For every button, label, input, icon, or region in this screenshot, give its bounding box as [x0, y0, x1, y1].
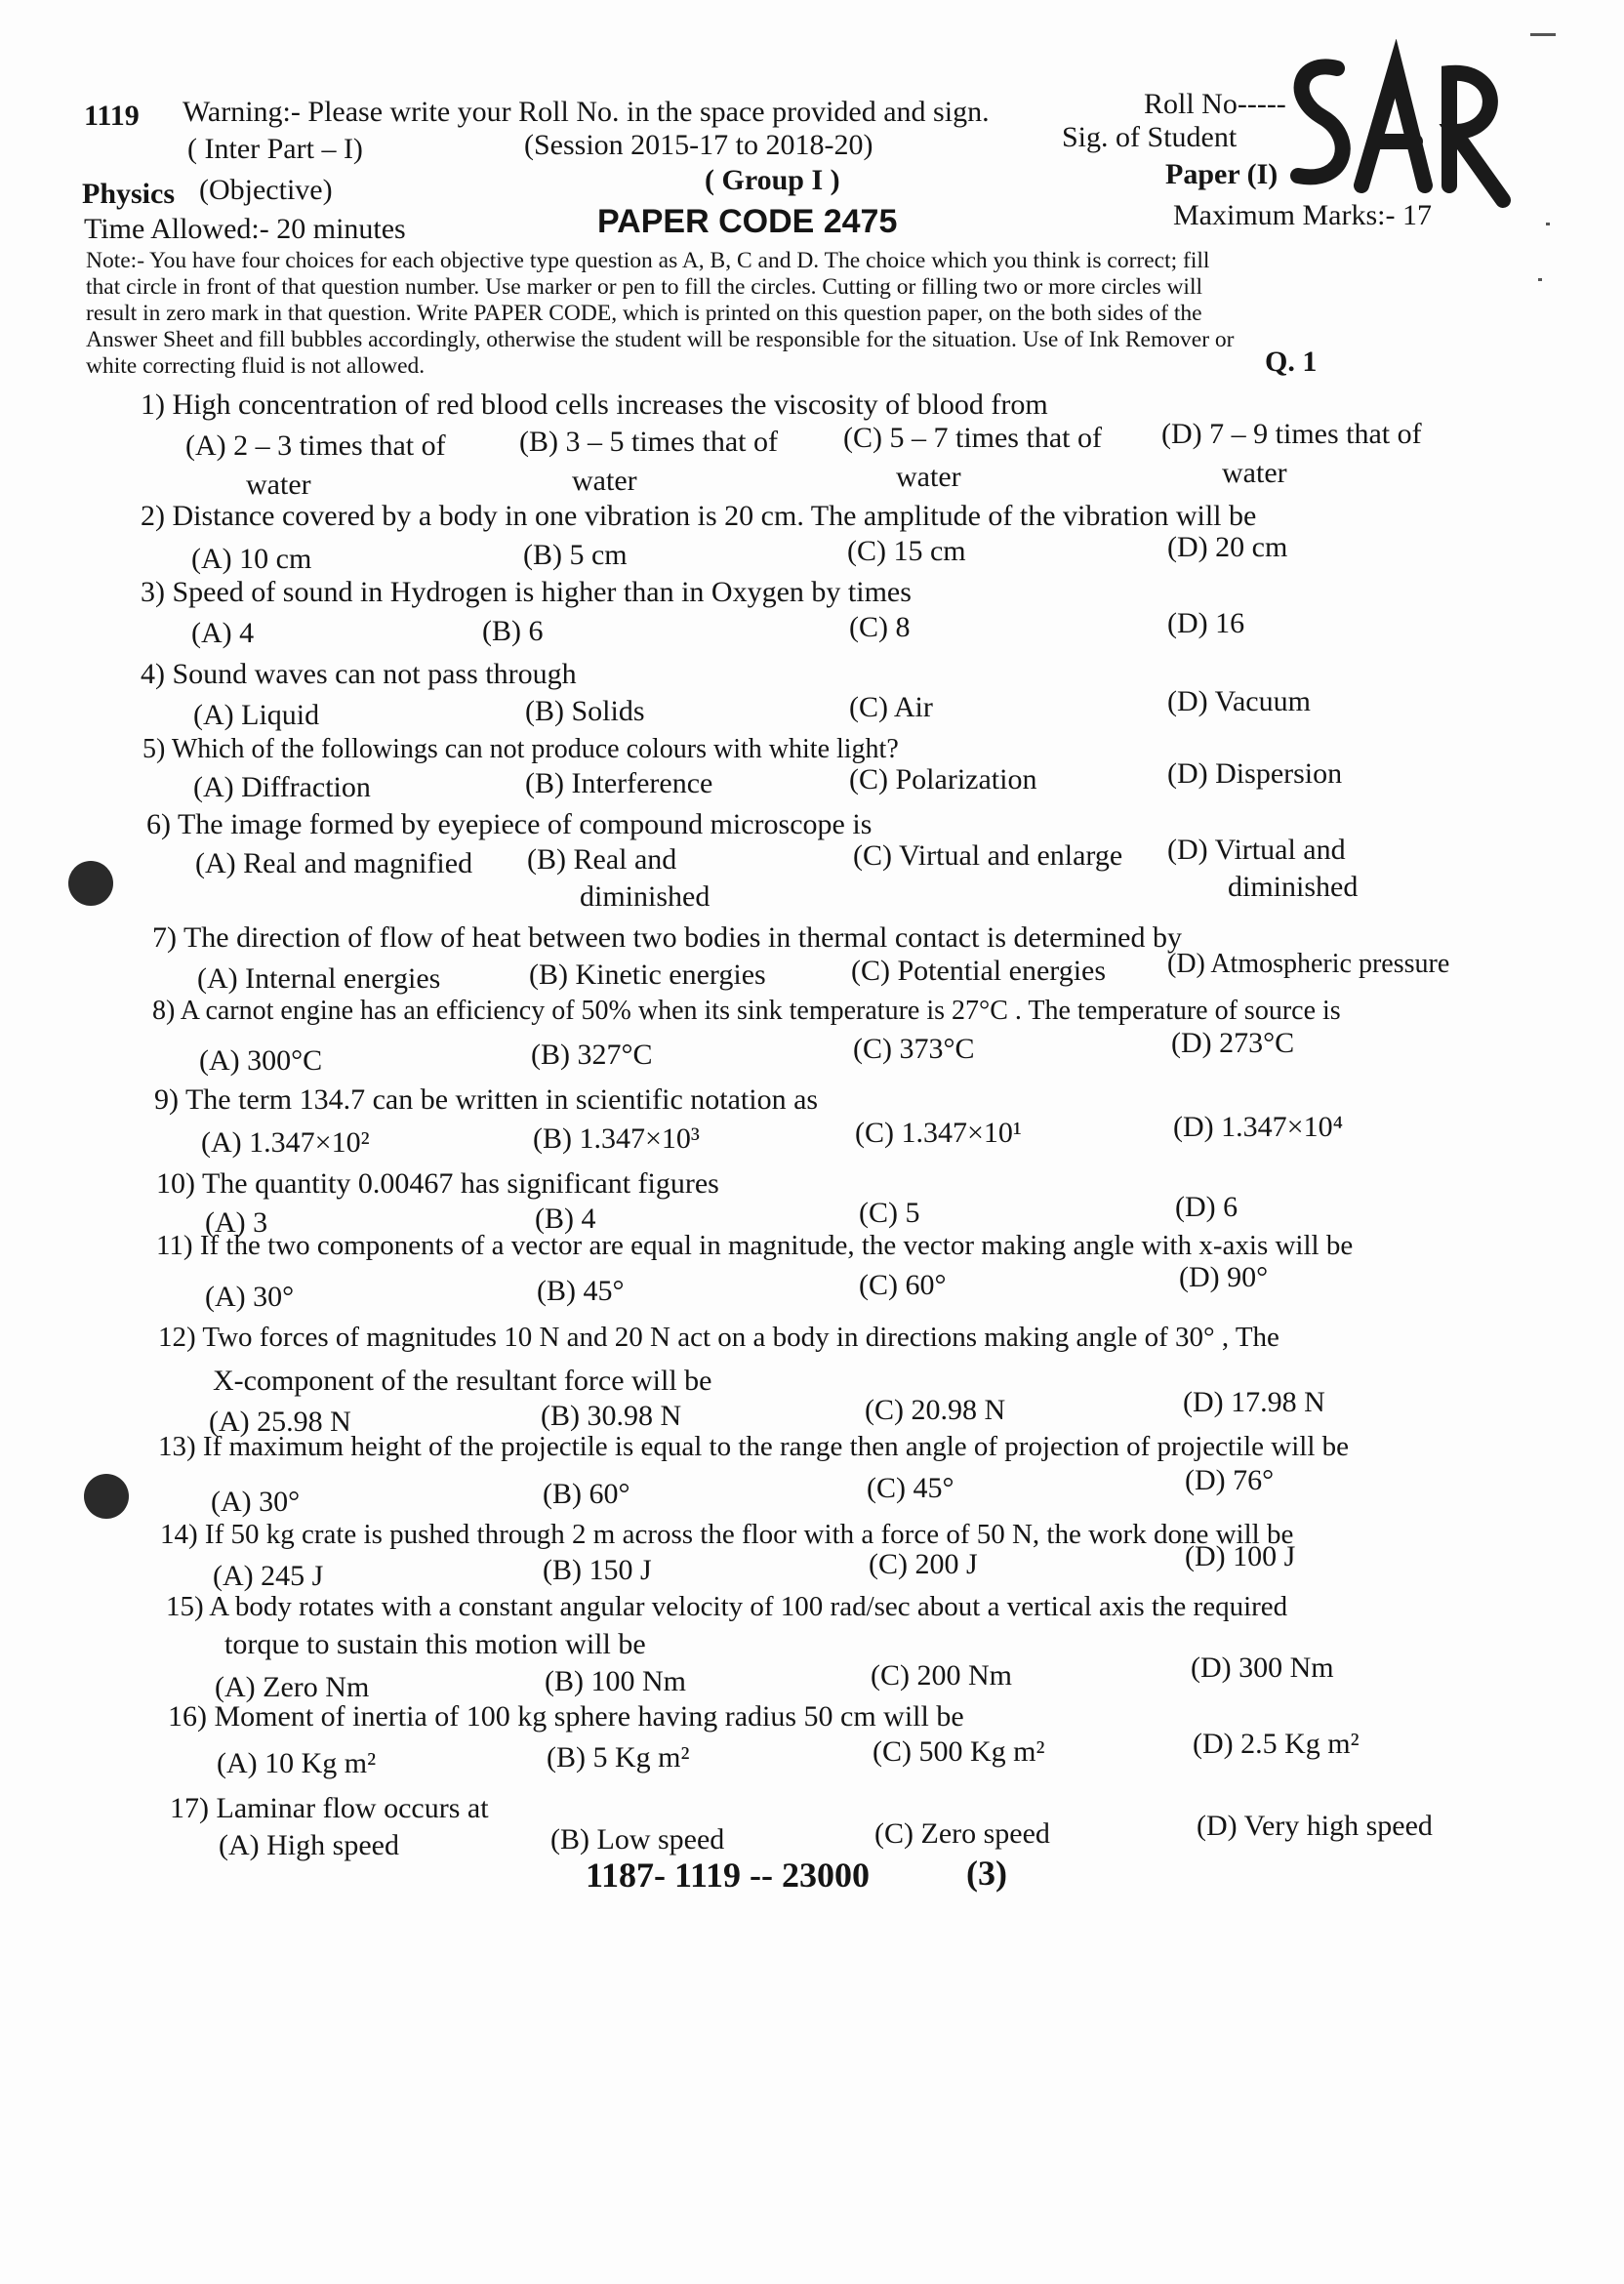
option-11c: (C) 60° [859, 1269, 947, 1301]
question-2: 2) Distance covered by a body in one vibration is 20 cm. The amplitude of the vibration will be [141, 500, 1257, 532]
option-6b: (B) Real and [527, 843, 677, 876]
option-13d: (D) 76° [1185, 1464, 1275, 1496]
option-14d: (D) 100 J [1185, 1540, 1296, 1572]
subject-name: Physics [82, 178, 176, 210]
option-7b: (B) Kinetic energies [529, 958, 766, 991]
option-4a: (A) Liquid [193, 699, 320, 731]
roll-no-label: Roll No----- [1144, 88, 1286, 120]
option-6b-cont: diminished [580, 880, 710, 913]
footer-page-number: (3) [966, 1854, 1007, 1893]
option-9a: (A) 1.347×10² [201, 1126, 370, 1159]
question-15: 15) A body rotates with a constant angular velocity of 100 rad/sec about a vertical axis the required [166, 1591, 1288, 1622]
option-1b-cont: water [572, 465, 637, 497]
option-3a: (A) 4 [191, 617, 255, 649]
option-1c-cont: water [896, 461, 961, 493]
option-5a: (A) Diffraction [193, 771, 371, 803]
scan-speck [1530, 33, 1556, 36]
option-6d: (D) Virtual and [1167, 834, 1346, 866]
option-16c: (C) 500 Kg m² [873, 1735, 1045, 1768]
objective-label: (Objective) [199, 174, 333, 206]
option-1a: (A) 2 – 3 times that of [185, 429, 446, 462]
maximum-marks: Maximum Marks:- 17 [1173, 199, 1432, 231]
option-10d: (D) 6 [1175, 1191, 1238, 1223]
option-11a: (A) 30° [205, 1281, 295, 1313]
option-10c: (C) 5 [859, 1197, 920, 1229]
option-1a-cont: water [246, 469, 311, 501]
option-10a: (A) 3 [205, 1206, 268, 1239]
note-line-3: result in zero mark in that question. Write PAPER CODE, which is printed on this question paper, on the both sides of the [86, 301, 1202, 326]
punch-hole-top [68, 861, 113, 906]
option-1d: (D) 7 – 9 times that of [1161, 418, 1422, 450]
question-10: 10) The quantity 0.00467 has significant figures [156, 1167, 719, 1200]
option-14b: (B) 150 J [543, 1554, 652, 1586]
option-5b: (B) Interference [525, 767, 713, 799]
option-14a: (A) 245 J [213, 1560, 324, 1592]
option-2b: (B) 5 cm [523, 539, 628, 571]
option-13b: (B) 60° [543, 1478, 630, 1510]
option-15a: (A) Zero Nm [215, 1671, 370, 1703]
option-15d: (D) 300 Nm [1191, 1652, 1334, 1684]
option-12d: (D) 17.98 N [1183, 1386, 1325, 1418]
option-15b: (B) 100 Nm [545, 1665, 686, 1697]
question-8: 8) A carnot engine has an efficiency of 50% when its sink temperature is 27°C . The temperature of source is [152, 996, 1341, 1026]
option-8d: (D) 273°C [1171, 1027, 1295, 1059]
option-6a: (A) Real and magnified [195, 847, 473, 879]
signature-label: Sig. of Student [1062, 121, 1238, 153]
handwritten-initials-stamp [1269, 39, 1513, 215]
option-12c: (C) 20.98 N [865, 1394, 1006, 1426]
option-4b: (B) Solids [525, 695, 645, 727]
question-16: 16) Moment of inertia of 100 kg sphere having radius 50 cm will be [168, 1700, 964, 1733]
option-6d-cont: diminished [1228, 871, 1359, 903]
inter-part: ( Inter Part – I) [187, 133, 363, 165]
question-12-cont: X-component of the resultant force will be [213, 1365, 712, 1397]
option-8c: (C) 373°C [853, 1033, 975, 1065]
question-12: 12) Two forces of magnitudes 10 N and 20 N act on a body in directions making angle of 30° , The [158, 1322, 1279, 1353]
option-5c: (C) Polarization [849, 763, 1037, 795]
question-15-cont: torque to sustain this motion will be [224, 1628, 646, 1660]
option-17d: (D) Very high speed [1197, 1810, 1433, 1842]
question-number-label: Q. 1 [1265, 346, 1318, 378]
option-11b: (B) 45° [537, 1275, 625, 1307]
option-7d: (D) Atmospheric pressure [1167, 949, 1450, 979]
question-3: 3) Speed of sound in Hydrogen is higher than in Oxygen by times [141, 576, 912, 608]
paper-label: Paper (I) [1165, 158, 1279, 190]
option-2a: (A) 10 cm [191, 543, 312, 575]
option-7a: (A) Internal energies [197, 962, 441, 995]
scan-speck [1546, 223, 1550, 225]
question-17: 17) Laminar flow occurs at [170, 1792, 489, 1824]
footer-code: 1187- 1119 -- 23000 [586, 1856, 871, 1895]
punch-hole-bottom [84, 1474, 129, 1519]
question-5: 5) Which of the followings can not produce colours with white light? [142, 734, 899, 764]
note-line-2: that circle in front of that question number. Use marker or pen to fill the circles. Cutting or filling two or more circles will [86, 274, 1203, 300]
option-12a: (A) 25.98 N [209, 1406, 351, 1438]
time-allowed: Time Allowed:- 20 minutes [84, 213, 406, 245]
option-9b: (B) 1.347×10³ [533, 1122, 700, 1155]
option-6c: (C) Virtual and enlarge [853, 839, 1123, 872]
question-4: 4) Sound waves can not pass through [141, 658, 577, 690]
option-9c: (C) 1.347×10¹ [855, 1117, 1022, 1149]
option-16b: (B) 5 Kg m² [547, 1741, 690, 1774]
option-4d: (D) Vacuum [1167, 685, 1311, 717]
question-7: 7) The direction of flow of heat between two bodies in thermal contact is determined by [152, 921, 1182, 954]
option-16a: (A) 10 Kg m² [217, 1747, 377, 1779]
question-9: 9) The term 134.7 can be written in scientific notation as [154, 1083, 819, 1116]
note-line-1: Note:- You have four choices for each objective type question as A, B, C and D. The choice which you think is correct; fill [86, 248, 1210, 273]
question-11: 11) If the two components of a vector are equal in magnitude, the vector making angle with x-axis will be [156, 1230, 1354, 1261]
option-17c: (C) Zero speed [874, 1817, 1050, 1850]
option-1d-cont: water [1222, 457, 1287, 489]
note-line-5: white correcting fluid is not allowed. [86, 353, 426, 379]
option-10b: (B) 4 [535, 1203, 596, 1235]
warning-text: Warning:- Please write your Roll No. in the space provided and sign. [183, 96, 990, 128]
option-4c: (C) Air [849, 691, 933, 723]
option-17b: (B) Low speed [550, 1823, 725, 1856]
option-12b: (B) 30.98 N [541, 1400, 682, 1432]
paper-code: PAPER CODE 2475 [597, 203, 898, 240]
option-13a: (A) 30° [211, 1486, 301, 1518]
serial-number: 1119 [84, 100, 140, 132]
option-1c: (C) 5 – 7 times that of [843, 422, 1102, 454]
option-3b: (B) 6 [482, 615, 544, 647]
session-text: (Session 2015-17 to 2018-20) [524, 129, 873, 161]
question-13: 13) If maximum height of the projectile is equal to the range then angle of projection of projectile will be [158, 1431, 1350, 1462]
question-1: 1) High concentration of red blood cells increases the viscosity of blood from [141, 388, 1048, 421]
question-14: 14) If 50 kg crate is pushed through 2 m across the floor with a force of 50 N, the work done will be [160, 1519, 1294, 1550]
option-8b: (B) 327°C [531, 1039, 653, 1071]
question-6: 6) The image formed by eyepiece of compound microscope is [146, 808, 873, 840]
scan-speck [1538, 278, 1542, 281]
option-11d: (D) 90° [1179, 1261, 1269, 1293]
option-7c: (C) Potential energies [851, 955, 1107, 987]
note-line-4: Answer Sheet and fill bubbles accordingly, otherwise the student will be responsible for the situation. Use of Ink Remover or [86, 327, 1235, 352]
option-1b: (B) 3 – 5 times that of [519, 426, 778, 458]
option-16d: (D) 2.5 Kg m² [1193, 1728, 1360, 1760]
group-label: ( Group I ) [705, 164, 840, 196]
option-2d: (D) 20 cm [1167, 531, 1288, 563]
option-8a: (A) 300°C [199, 1044, 323, 1077]
option-9d: (D) 1.347×10⁴ [1173, 1111, 1344, 1143]
option-3c: (C) 8 [849, 611, 911, 643]
option-15c: (C) 200 Nm [871, 1659, 1012, 1692]
option-13c: (C) 45° [867, 1472, 954, 1504]
option-14c: (C) 200 J [869, 1548, 978, 1580]
option-2c: (C) 15 cm [847, 535, 966, 567]
option-17a: (A) High speed [219, 1829, 399, 1861]
option-3d: (D) 16 [1167, 607, 1245, 639]
option-5d: (D) Dispersion [1167, 757, 1343, 790]
